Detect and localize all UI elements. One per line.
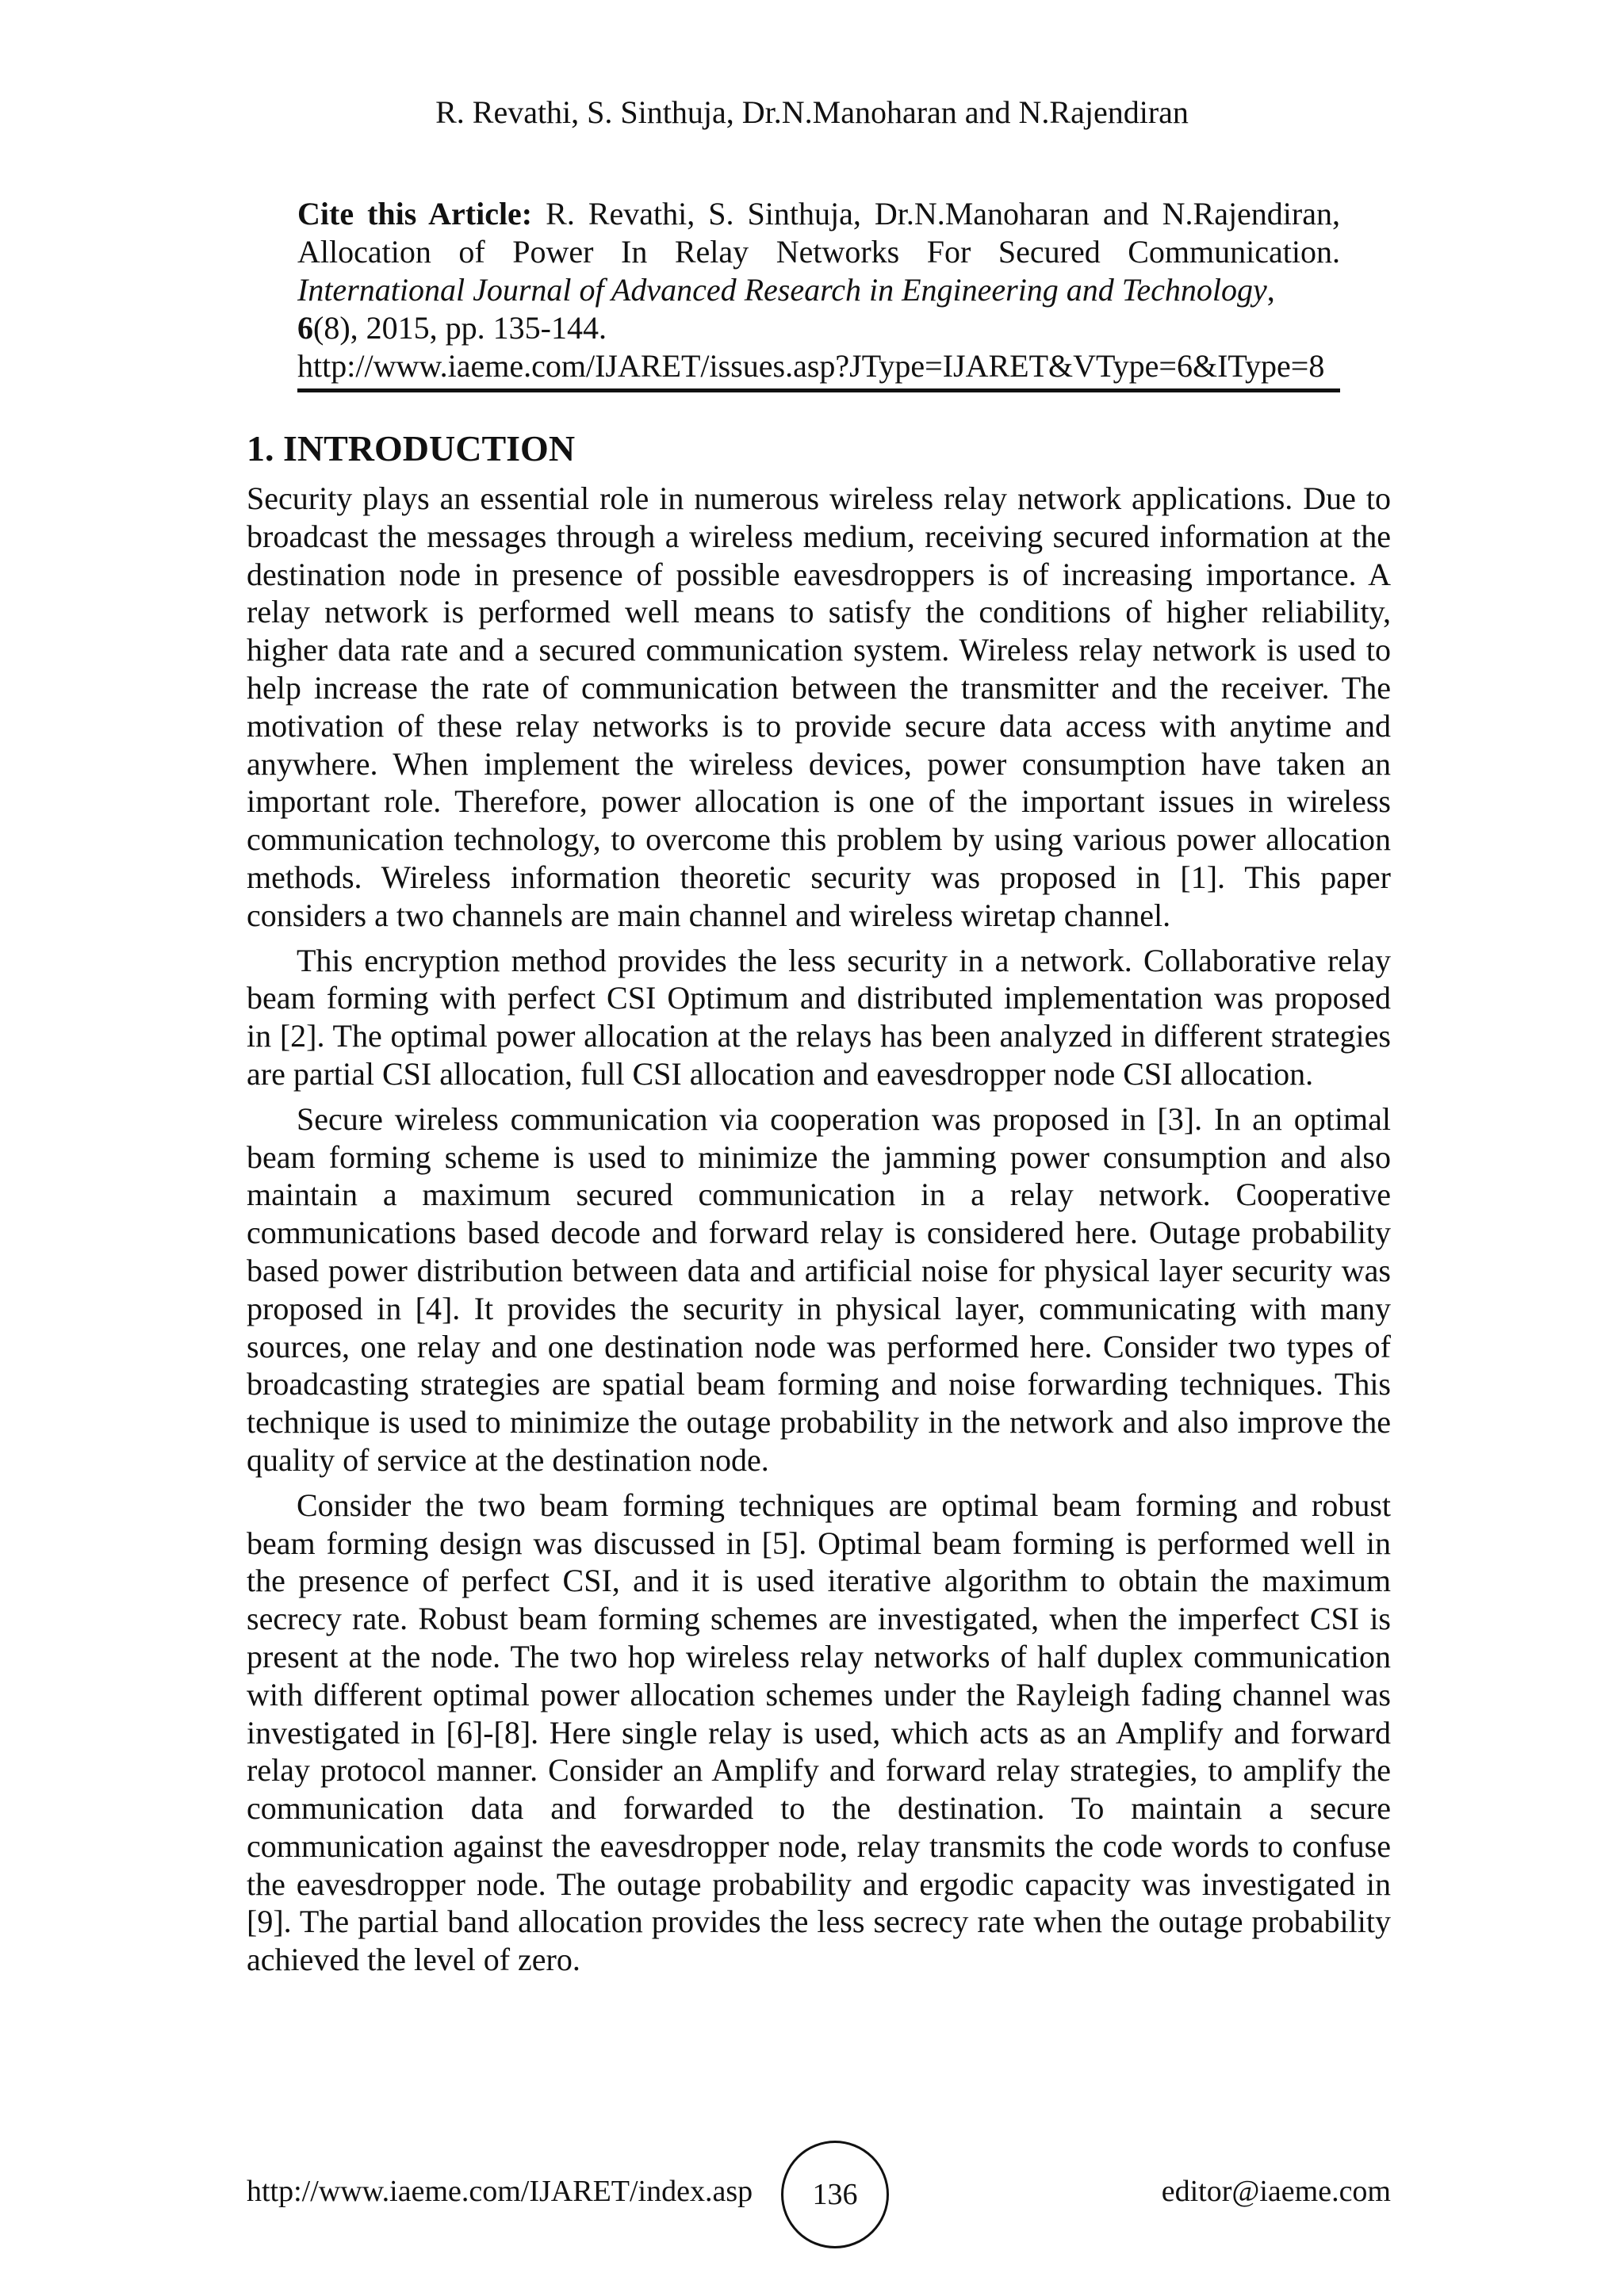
- citation-issue-pages: (8), 2015, pp. 135-144.: [313, 310, 607, 346]
- running-header-authors: R. Revathi, S. Sinthuja, Dr.N.Manoharan and N.Rajendiran: [435, 94, 1189, 130]
- footer-email-link[interactable]: editor@iaeme.com: [1161, 2175, 1391, 2208]
- citation-text: R. Revathi, S. Sinthuja, Dr.N.Manoharan and N.Rajendiran, Allocation of Power In Relay Networks For Secured Communication.: [297, 196, 1340, 270]
- citation-volume: 6: [297, 310, 313, 346]
- citation-separator: ,: [1266, 272, 1275, 308]
- section-heading-introduction: 1. INTRODUCTION: [247, 428, 576, 469]
- citation-journal: International Journal of Advanced Research in Engineering and Technology: [297, 272, 1267, 308]
- footer-url-link[interactable]: http://www.iaeme.com/IJARET/index.asp: [247, 2175, 753, 2208]
- citation-url-link[interactable]: http://www.iaeme.com/IJARET/issues.asp?JType=IJARET&VType=6&IType=8: [297, 347, 1340, 392]
- citation-block: [297, 195, 1340, 392]
- section-body: [247, 480, 1391, 1986]
- paragraph-1: Security plays an essential role in numerous wireless relay network applications. Due to broadcast the messages through a wireless medium, receiving secured information at the destination node in presence of possible eavesdroppers is of increasing importance. A relay network is performed well means to satisfy the conditions of higher reliability, higher data rate and a secured communication system. Wireless relay network is used to help increase the rate of communication between the transmitter and the receiver. The motivation of these relay networks is to provide secure data access with anytime and anywhere. When implement the wireless devices, power consumption have taken an important role. Therefore, power allocation is one of the important issues in wireless communication technology, to overcome this problem by using various power allocation methods. Wireless information theoretic security was proposed in [1]. This paper considers a two channels are main channel and wireless wiretap channel.: [247, 480, 1391, 933]
- page-number: 136: [812, 2178, 858, 2211]
- page-number-badge: [781, 2141, 889, 2248]
- citation-label: Cite this Article:: [297, 196, 533, 232]
- paragraph-2: This encryption method provides the less security in a network. Collaborative relay beam forming with perfect CSI Optimum and distributed implementation was proposed in [2]. The optimal power allocation at the relays has been analyzed in different strategies are partial CSI allocation, full CSI allocation and eavesdropper node CSI allocation.: [247, 942, 1391, 1092]
- paragraph-4: Consider the two beam forming techniques are optimal beam forming and robust beam forming design was discussed in [5]. Optimal beam forming is performed well in the presence of perfect CSI, and it is used iterative algorithm to obtain the maximum secrecy rate. Robust beam forming schemes are investigated, when the imperfect CSI is present at the node. The two hop wireless relay networks of half duplex communication with different optimal power allocation schemes under the Rayleigh fading channel was investigated in [6]-[8]. Here single relay is used, which acts as an Amplify and forward relay protocol manner. Consider an Amplify and forward relay strategies, to amplify the communication data and forwarded to the destination. To maintain a secure communication against the eavesdropper node, relay transmits the code words to confuse the eavesdropper node. The outage probability and ergodic capacity was investigated in [9]. The partial band allocation provides the less secrecy rate when the outage probability achieved the level of zero.: [247, 1487, 1391, 1978]
- page-footer: [247, 2141, 1391, 2252]
- paragraph-3: Secure wireless communication via cooperation was proposed in [3]. In an optimal beam forming scheme is used to minimize the jamming power consumption and also maintain a maximum secured communication in a relay network. Cooperative communications based decode and forward relay is considered here. Outage probability based power distribution between data and artificial noise for physical layer security was proposed in [4]. It provides the security in physical layer, communicating with many sources, one relay and one destination node was performed here. Consider two types of broadcasting strategies are spatial beam forming and noise forwarding techniques. This technique is used to minimize the outage probability in the network and also improve the quality of service at the destination node.: [247, 1100, 1391, 1478]
